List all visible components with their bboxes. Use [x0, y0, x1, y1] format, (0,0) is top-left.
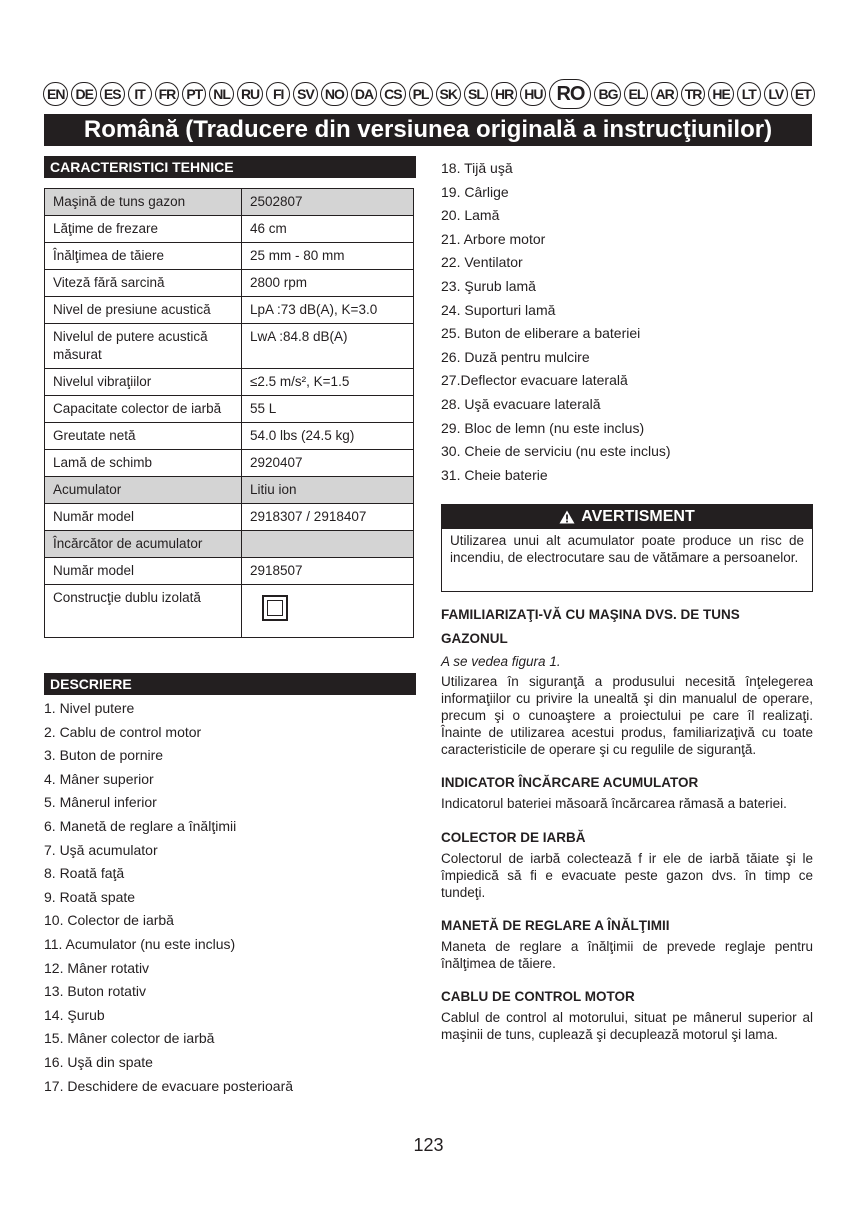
spec-row [45, 270, 414, 297]
spec-value: 2502807 [242, 189, 414, 216]
grass-collector-text: Colectorul de iarbă colectează f ir ele de iarbă tăiate şi le împiedică să fi e evacuate peste gazon dvs. în timp ce tundeţi. [441, 851, 813, 900]
language-he: HE [708, 82, 733, 106]
list-item: 11. Acumulator (nu este inclus) [44, 935, 236, 952]
language-pt: PT [182, 82, 206, 106]
list-item: 21. Arbore motor [441, 230, 546, 247]
spec-row [45, 297, 414, 324]
list-item: 2. Cablu de control motor [44, 723, 202, 740]
language-el: EL [624, 82, 648, 106]
spec-value: 2918307 / 2918407 [242, 504, 414, 531]
spec-row [45, 504, 414, 531]
spec-row [45, 477, 414, 504]
list-item: 5. Mânerul inferior [44, 794, 157, 811]
spec-row [45, 324, 414, 369]
spec-label: Număr model [45, 504, 242, 531]
list-item: 6. Manetă de reglare a înălţimii [44, 817, 237, 834]
list-item: 4. Mâner superior [44, 770, 154, 787]
spec-label: Nivel de presiune acustică [45, 297, 242, 324]
charge-indicator-section [441, 771, 813, 812]
spec-value: LwA :84.8 dB(A) [242, 324, 414, 369]
motor-cable-section [441, 985, 813, 1043]
spec-row [45, 531, 414, 558]
spec-value [242, 531, 414, 558]
specs-table [44, 188, 414, 638]
page-number: 123 [413, 1135, 444, 1155]
description-list-right [441, 158, 813, 488]
double-insulation-icon [262, 595, 288, 621]
language-de: DE [71, 82, 96, 106]
spec-value: 2918507 [242, 558, 414, 585]
list-item: 16. Uşă din spate [44, 1053, 153, 1070]
spec-label: Nivelul de putere acustică măsurat [45, 324, 242, 369]
list-item: 8. Roată faţă [44, 865, 125, 882]
list-item: 28. Uşă evacuare laterală [441, 395, 601, 412]
warning-icon [559, 510, 575, 524]
language-bg: BG [594, 82, 621, 106]
language-da: DA [351, 82, 377, 106]
warning-header [442, 505, 812, 529]
spec-label: Greutate netă [45, 423, 242, 450]
height-lever-text: Maneta de reglare a înălţimii de prevede reglaje pentru înălţimea de tăiere. [441, 939, 813, 971]
spec-row [45, 450, 414, 477]
list-item: 29. Bloc de lemn (nu este inclus) [441, 419, 645, 436]
warning-text: Utilizarea unui alt acumulator poate produce un risc de incendiu, de electrocutare sau de vătămare a persoanelor. [450, 533, 804, 565]
list-item: 15. Mâner colector de iarbă [44, 1030, 215, 1047]
list-item: 23. Şurub lamă [441, 277, 536, 294]
list-item: 30. Cheie de serviciu (nu este inclus) [441, 443, 671, 460]
motor-cable-text: Cablul de control al motorului, situat pe mânerul superior al maşinii de tuns, cuplează şi decuplează motorul şi lama. [441, 1010, 813, 1042]
warning-title: AVERTISMENT [581, 508, 695, 525]
spec-row [45, 216, 414, 243]
language-selector [43, 80, 815, 108]
description-heading: DESCRIERE [44, 673, 416, 695]
list-item: 22. Ventilator [441, 254, 523, 271]
language-en: EN [43, 82, 68, 106]
language-ru: RU [237, 82, 263, 106]
spec-value [242, 585, 414, 638]
charge-indicator-text: Indicatorul bateriei măsoară încărcarea rămasă a bateriei. [441, 796, 787, 811]
spec-row [45, 423, 414, 450]
familiarize-heading-line1: FAMILIARIZAŢI-VĂ CU MAŞINA DVS. DE TUNS [441, 607, 740, 622]
spec-label: Capacitate colector de iarbă [45, 396, 242, 423]
list-item: 13. Buton rotativ [44, 983, 146, 1000]
spec-label: Număr model [45, 558, 242, 585]
list-item: 9. Roată spate [44, 888, 136, 905]
language-it: IT [128, 82, 152, 106]
spec-label: Acumulator [45, 477, 242, 504]
description-list-left [44, 698, 416, 1099]
language-nl: NL [209, 82, 234, 106]
spec-label: Lăţime de frezare [45, 216, 242, 243]
spec-row [45, 558, 414, 585]
language-sk: SK [436, 82, 461, 106]
grass-collector-heading: COLECTOR DE IARBĂ [441, 830, 586, 845]
familiarize-heading-line2: GAZONUL [441, 631, 508, 646]
language-es: ES [100, 82, 125, 106]
list-item: 27.Deflector evacuare laterală [441, 372, 628, 389]
list-item: 18. Tijă uşă [441, 160, 513, 176]
language-et: ET [791, 82, 815, 106]
language-sl: SL [464, 82, 488, 106]
charge-indicator-heading: INDICATOR ÎNCĂRCARE ACUMULATOR [441, 775, 699, 790]
language-pl: PL [409, 82, 433, 106]
spec-row [45, 243, 414, 270]
language-fr: FR [155, 82, 180, 106]
list-item: 31. Cheie baterie [441, 466, 548, 483]
list-item: 12. Mâner rotativ [44, 959, 150, 976]
list-item: 3. Buton de pornire [44, 747, 164, 764]
spec-row-double-insulation [45, 585, 414, 638]
language-lv: LV [764, 82, 788, 106]
spec-row [45, 189, 414, 216]
spec-value: LpA :73 dB(A), K=3.0 [242, 297, 414, 324]
language-no: NO [321, 82, 348, 106]
spec-row [45, 369, 414, 396]
spec-label: Lamă de schimb [45, 450, 242, 477]
language-sv: SV [293, 82, 318, 106]
list-item: 14. Şurub [44, 1006, 105, 1023]
language-hr: HR [491, 82, 517, 106]
figure-reference: A se vedea figura 1. [441, 654, 561, 669]
spec-label: Viteză fără sarcină [45, 270, 242, 297]
spec-label: Încărcător de acumulator [45, 531, 242, 558]
list-item: 10. Colector de iarbă [44, 912, 174, 929]
list-item: 19. Cârlige [441, 183, 509, 200]
spec-label: Construcţie dublu izolată [45, 585, 242, 638]
list-item: 20. Lamă [441, 207, 500, 224]
language-hu: HU [520, 82, 546, 106]
spec-value: 55 L [242, 396, 414, 423]
language-ro: RO [549, 79, 591, 109]
specs-heading: CARACTERISTICI TEHNICE [44, 156, 416, 178]
spec-value: 54.0 lbs (24.5 kg) [242, 423, 414, 450]
spec-value: 2920407 [242, 450, 414, 477]
warning-box [441, 504, 813, 592]
list-item: 7. Uşă acumulator [44, 841, 158, 858]
spec-label: Nivelul vibraţiilor [45, 369, 242, 396]
spec-value: Litiu ion [242, 477, 414, 504]
list-item: 1. Nivel putere [44, 700, 135, 716]
list-item: 17. Deschidere de evacuare posterioară [44, 1077, 294, 1094]
page-title: Română (Traducere din versiunea originală a instrucţiunilor) [44, 114, 812, 146]
familiarize-section [441, 603, 813, 758]
list-item: 24. Suporturi lamă [441, 301, 556, 318]
spec-value: 2800 rpm [242, 270, 414, 297]
list-item: 25. Buton de eliberare a bateriei [441, 325, 641, 342]
height-lever-heading: MANETĂ DE REGLARE A ÎNĂLŢIMII [441, 918, 670, 933]
spec-label: Înălţimea de tăiere [45, 243, 242, 270]
motor-cable-heading: CABLU DE CONTROL MOTOR [441, 989, 635, 1004]
spec-label: Maşină de tuns gazon [45, 189, 242, 216]
language-ar: AR [651, 82, 677, 106]
familiarize-text: Utilizarea în siguranţă a produsului necesită înţelegerea informaţiilor cu privire la unealtă şi din manualul de operare, precum şi o cunoaştere a proiectului pe care îl realizaţi. Înainte de utilizarea acestui produs, familiarizaţivă cu toate caracteristicile de operare şi cu regulile de siguranţă. [441, 674, 813, 757]
language-lt: LT [737, 82, 761, 106]
spec-row [45, 396, 414, 423]
language-fi: FI [266, 82, 290, 106]
grass-collector-section [441, 826, 813, 901]
height-lever-section [441, 914, 813, 972]
language-cs: CS [380, 82, 405, 106]
language-tr: TR [681, 82, 706, 106]
spec-value: 46 cm [242, 216, 414, 243]
spec-value: ≤2.5 m/s², K=1.5 [242, 369, 414, 396]
spec-value: 25 mm - 80 mm [242, 243, 414, 270]
list-item: 26. Duză pentru mulcire [441, 348, 590, 365]
